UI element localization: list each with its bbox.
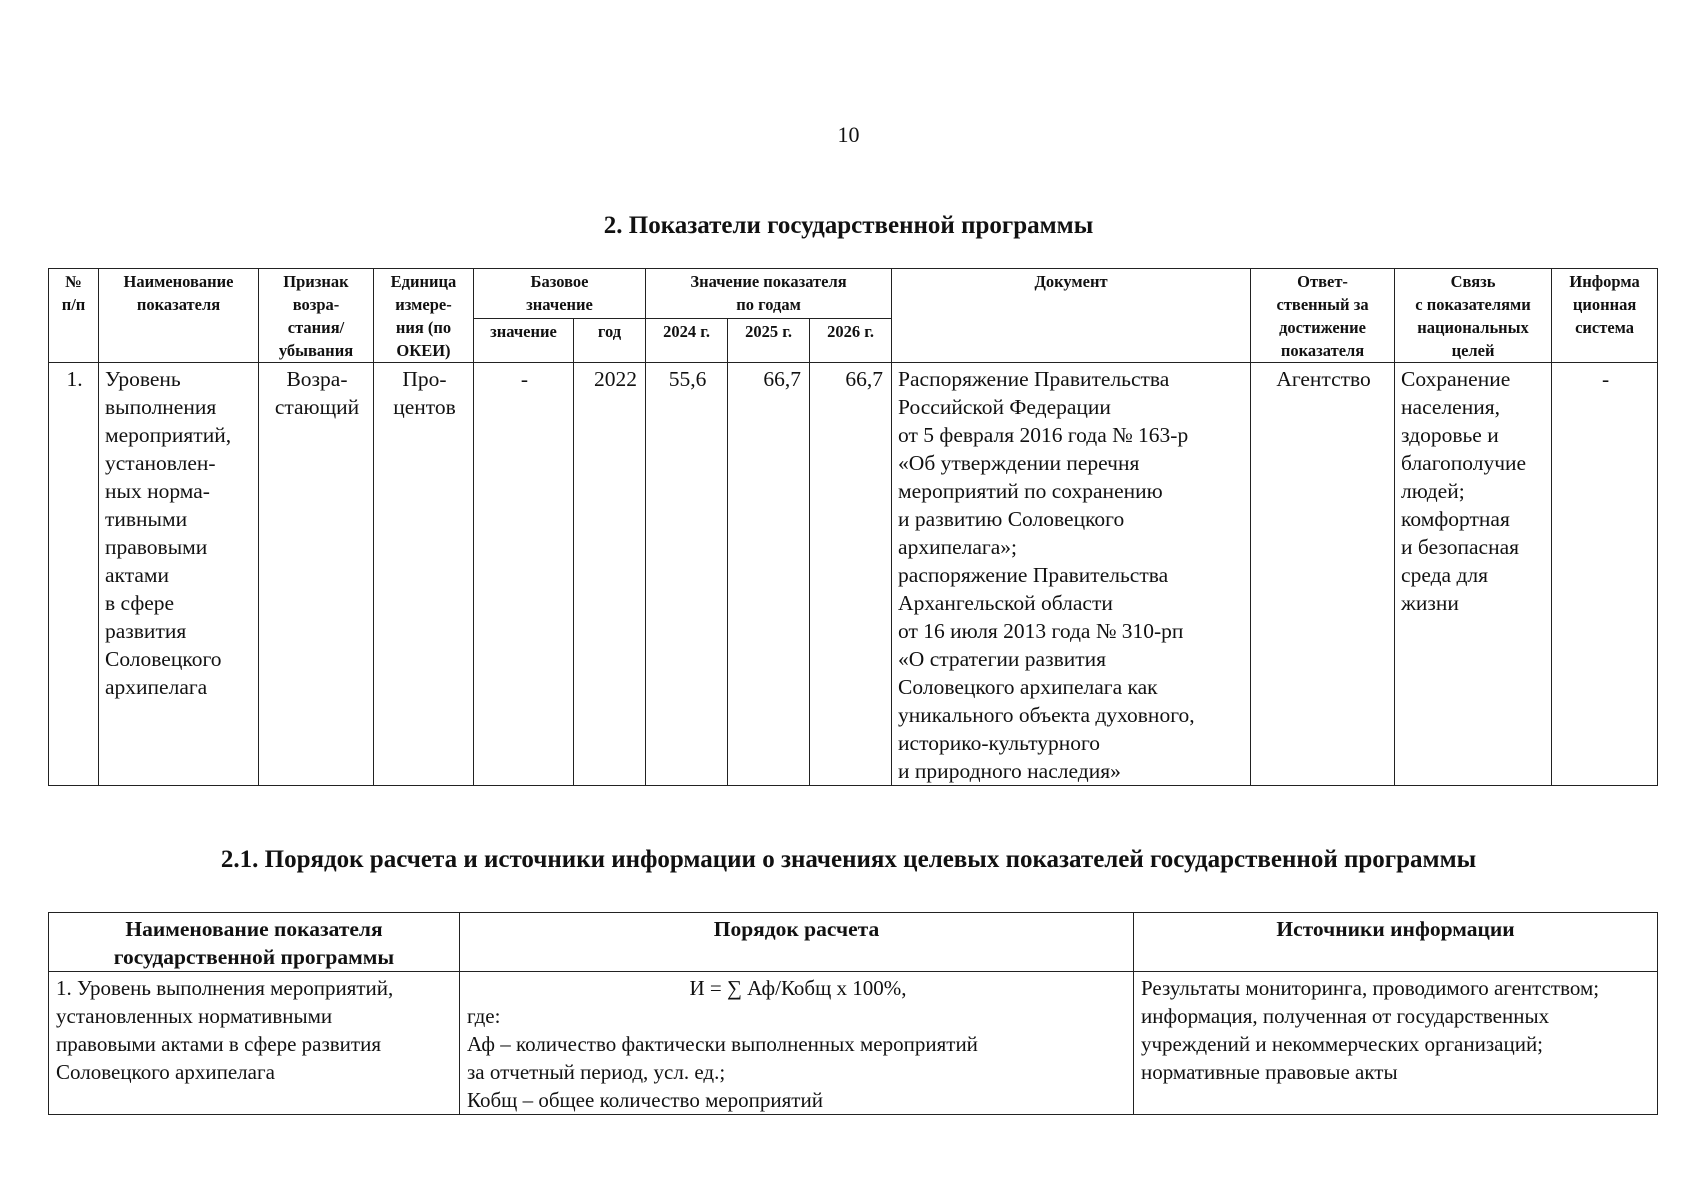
- cell-info-system: -: [1552, 363, 1658, 786]
- header-2024: 2024 г.: [646, 319, 728, 363]
- cell-base-value: -: [474, 363, 574, 786]
- cell-link: Сохранение населения, здоровье и благополучие людей; комфортная и безопасная среда для жизни: [1395, 363, 1552, 786]
- header-2025: 2025 г.: [728, 319, 810, 363]
- header-base: Базовое значение: [474, 269, 646, 319]
- table-header-row: [49, 269, 1658, 319]
- header-link: Связь с показателями национальных целей: [1395, 269, 1552, 363]
- header-years-group: Значение показателя по годам: [646, 269, 892, 319]
- header-document: Документ: [892, 269, 1251, 363]
- cell-unit: Про- центов: [374, 363, 474, 786]
- cell-sources: Результаты мониторинга, проводимого агентством; информация, полученная от государственных учреждений и некоммерческих организаций; нормативные правовые акты: [1134, 972, 1658, 1115]
- cell-responsible: Агентство: [1251, 363, 1395, 786]
- header-unit: Единица измере- ния (по ОКЕИ): [374, 269, 474, 363]
- indicators-table: [48, 268, 1658, 786]
- table-row: [49, 972, 1658, 1115]
- header-calculation: Порядок расчета: [460, 913, 1134, 972]
- cell-2026: 66,7: [810, 363, 892, 786]
- calculation-table: [48, 912, 1658, 1115]
- formula: И = ∑ Аф/Кобщ х 100%,: [689, 976, 907, 1000]
- header-indicator-name: Наименование показателя: [99, 269, 259, 363]
- formula-explanation: где: Аф – количество фактически выполненных мероприятий за отчетный период, усл. ед.; Кобщ – общее количество мероприятий: [467, 1004, 978, 1112]
- cell-2025: 66,7: [728, 363, 810, 786]
- cell-indicator-name: Уровень выполнения мероприятий, установлен- ных норма- тивными правовыми актами в сфере развития Соловецкого архипелага: [99, 363, 259, 786]
- cell-indicator-name: 1. Уровень выполнения мероприятий, установленных нормативными правовыми актами в сфере развития Соловецкого архипелага: [49, 972, 460, 1115]
- cell-calculation: [460, 972, 1134, 1115]
- page-number: 10: [837, 122, 860, 147]
- cell-sign: Возра- стающий: [259, 363, 374, 786]
- header-num: № п/п: [49, 269, 99, 363]
- header-info-system: Информа ционная система: [1552, 269, 1658, 363]
- cell-num: 1.: [49, 363, 99, 786]
- header-2026: 2026 г.: [810, 319, 892, 363]
- section-title-indicators: 2. Показатели государственной программы: [603, 212, 1094, 239]
- section-title-calculation: 2.1. Порядок расчета и источники информации о значениях целевых показателей государственной программы: [220, 846, 1477, 873]
- table-header-row: [49, 913, 1658, 972]
- header-indicator-name: Наименование показателя государственной программы: [49, 913, 460, 972]
- header-sources: Источники информации: [1134, 913, 1658, 972]
- header-base-value: значение: [474, 319, 574, 363]
- cell-base-year: 2022: [574, 363, 646, 786]
- header-responsible: Ответ- ственный за достижение показателя: [1251, 269, 1395, 363]
- cell-2024: 55,6: [646, 363, 728, 786]
- header-base-year: год: [574, 319, 646, 363]
- table-row: [49, 363, 1658, 786]
- header-sign: Признак возра- стания/ убывания: [259, 269, 374, 363]
- cell-document: Распоряжение Правительства Российской Федерации от 5 февраля 2016 года № 163-р «Об утверждении перечня мероприятий по сохранению и развитию Соловецкого архипелага»; распоряжение Правительства Архангельской области от 16 июля 2013 года № 310-рп «О стратегии развития Соловецкого архипелага как уникального объекта духовного, историко-культурного и природного наследия»: [892, 363, 1251, 786]
